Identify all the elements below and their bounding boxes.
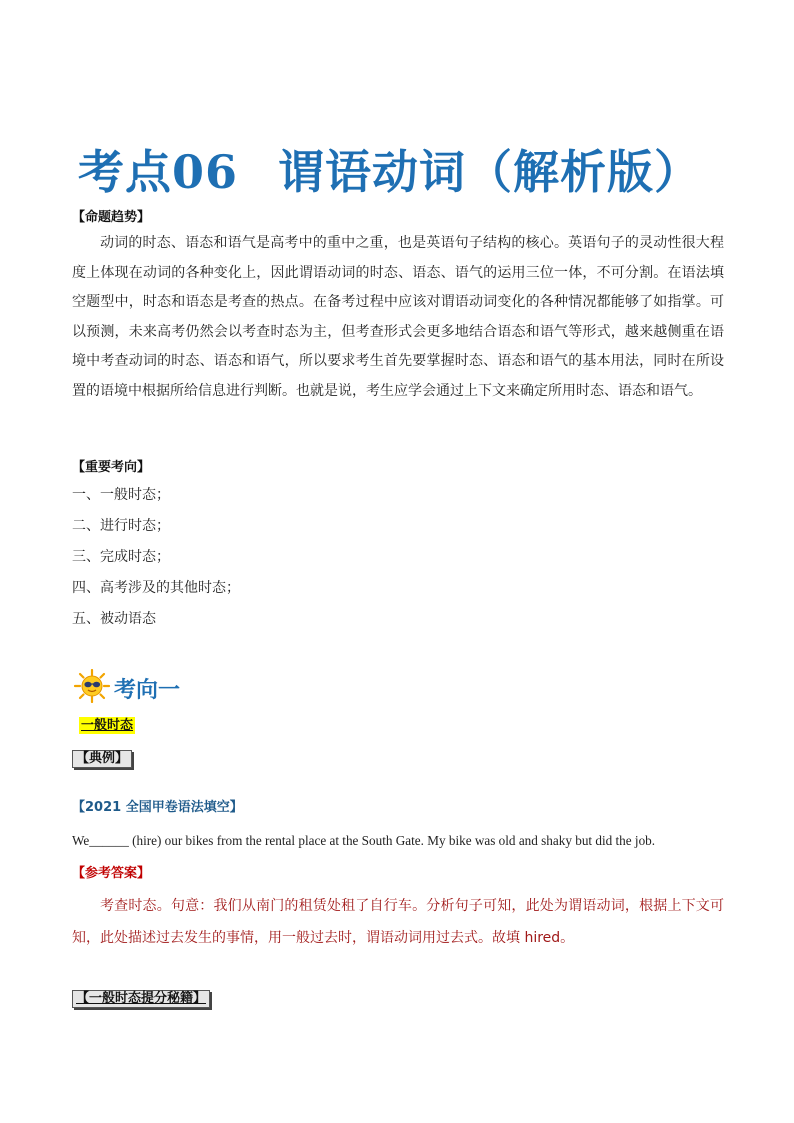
answer-text: 考查时态。句意：我们从南门的租赁处租了自行车。分析句子可知，此处为谓语动词，根据上下文可知，此处描述过去发生的事情，用一般过去时，谓语动词用过去式。故填 hired。 [72,898,724,946]
directions-list [72,480,240,635]
list-item: 四、高考涉及的其他时态； [72,580,240,596]
title-part-topic: 谓语动词（解析版） [278,145,702,199]
example-label: 【典例】 [72,750,132,768]
question-source: 【2021 全国甲卷语法填空】 [72,800,243,815]
answer-label: 【参考答案】 [72,866,151,881]
trend-paragraph: 动词的时态、语态和语气是高考中的重中之重，也是英语句子结构的核心。英语句子的灵动性很大程度上体现在动词的各种变化上，因此谓语动词的时态、语态、语气的运用三位一体，不可分割。在语法填空题型中，时态和语态是考查的热点。在备考过程中应该对谓语动词变化的各种情况都能够了如指掌。可以预测，未来高考仍然会以考查时态为主，但考查形式会更多地结合语态和语气等形式，越来越侧重在语境中考查动词的时态、语态和语气，所以要求考生首先要掌握时态、语态和语气的基本用法，同时在所设置的语境中根据所给信息进行判断。也就是说，考生应学会通过上下文来确定所用时态、语态和语气。 [72,235,724,399]
section-heading [72,668,180,708]
title-part-number: 考点06 [78,145,239,199]
page-title [78,136,701,202]
trend-label: 【命题趋势】 [72,210,151,225]
directions-label: 【重要考向】 [72,460,151,475]
topic-highlight: 一般时态 [81,718,134,733]
list-item: 二、进行时态； [72,518,170,534]
sun-with-sunglasses-icon [72,669,112,707]
question-text: We______ (hire) our bikes from the rental place at the South Gate. My bike was old and shaky but did the job. [72,833,656,848]
section-title: 考向一 [114,677,181,703]
tips-label [72,990,210,1008]
list-item: 一、一般时态； [72,487,170,503]
tips-label-text: 【一般时态提分秘籍】 [76,991,207,1006]
list-item: 五、被动语态 [72,611,156,627]
list-item: 三、完成时态； [72,549,170,565]
